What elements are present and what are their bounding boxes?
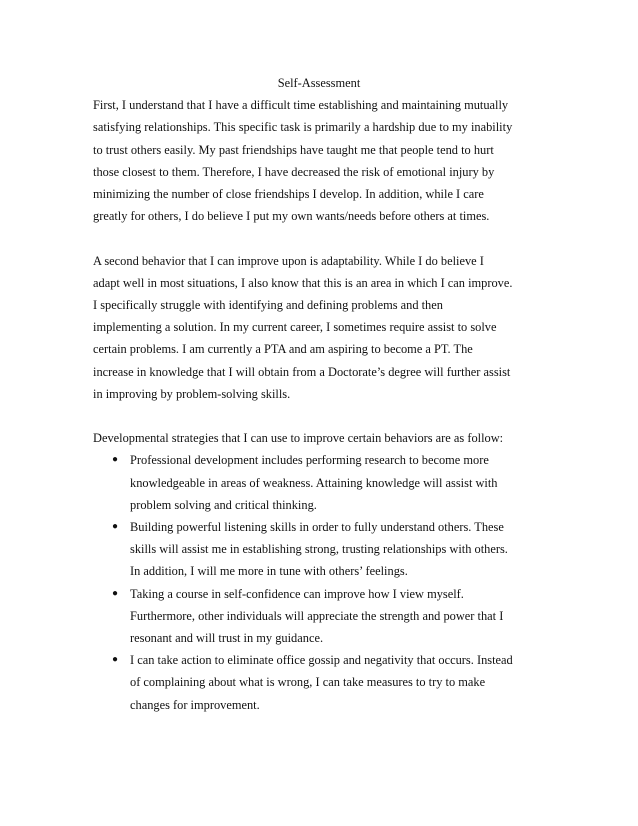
paragraph-spacer	[93, 227, 545, 249]
text-line: Furthermore, other individuals will appreciate the strength and power that I	[130, 608, 504, 623]
strategies-list	[93, 449, 545, 715]
text-line: I can take action to eliminate office gossip and negativity that occurs. Instead	[130, 653, 513, 668]
text-line: problem solving and critical thinking.	[130, 497, 317, 512]
text-line: certain problems. I am currently a PTA and am aspiring to become a PT. The	[93, 342, 473, 357]
bullet-icon: ●	[112, 654, 119, 666]
list-item	[93, 516, 545, 583]
text-line: In addition, I will me more in tune with others’ feelings.	[130, 564, 408, 579]
bullet-icon: ●	[112, 454, 119, 466]
text-line: increase in knowledge that I will obtain from a Doctorate’s degree will further assist	[93, 364, 511, 379]
document-title: Self-Assessment	[277, 76, 361, 90]
text-line: satisfying relationships. This specific task is primarily a hardship due to my inability	[93, 120, 513, 135]
text-line: changes for improvement.	[130, 697, 260, 712]
list-item	[93, 449, 545, 516]
text-line: of complaining about what is wrong, I can take measures to try to make	[130, 675, 486, 690]
paragraph-adaptability	[93, 250, 545, 405]
text-line: to trust others easily. My past friendships have taught me that people tend to hurt	[93, 142, 494, 157]
list-item	[93, 583, 545, 650]
text-line: Building powerful listening skills in order to fully understand others. These	[130, 520, 504, 535]
text-line: in improving by problem-solving skills.	[93, 386, 291, 401]
text-line: minimizing the number of close friendships I develop. In addition, while I care	[93, 187, 484, 202]
text-line: adapt well in most situations, I also know that this is an area in which I can improve.	[93, 275, 513, 290]
paragraph-spacer	[93, 405, 545, 427]
strategies-intro: Developmental strategies that I can use to improve certain behaviors are as follow:	[93, 431, 504, 446]
text-line: resonant and will trust in my guidance.	[130, 631, 324, 646]
text-line: First, I understand that I have a difficult time establishing and maintaining mutually	[93, 98, 509, 113]
text-line: knowledgeable in areas of weakness. Attaining knowledge will assist with	[130, 475, 498, 490]
text-line: Professional development includes performing research to become more	[130, 453, 489, 468]
bullet-icon: ●	[112, 521, 119, 533]
text-line: greatly for others, I do believe I put my own wants/needs before others at times.	[93, 209, 490, 224]
text-line: I specifically struggle with identifying and defining problems and then	[93, 298, 443, 313]
document-body	[93, 72, 545, 716]
text-line: skills will assist me in establishing strong, trusting relationships with others.	[130, 542, 508, 557]
bullet-icon: ●	[112, 587, 119, 599]
text-line: implementing a solution. In my current career, I sometimes require assist to solve	[93, 320, 497, 335]
text-line: those closest to them. Therefore, I have decreased the risk of emotional injury by	[93, 164, 495, 179]
list-item	[93, 649, 545, 716]
text-line: Taking a course in self-confidence can improve how I view myself.	[130, 586, 464, 601]
text-line: A second behavior that I can improve upon is adaptability. While I do believe I	[93, 253, 484, 268]
paragraph-relationships	[93, 94, 545, 227]
